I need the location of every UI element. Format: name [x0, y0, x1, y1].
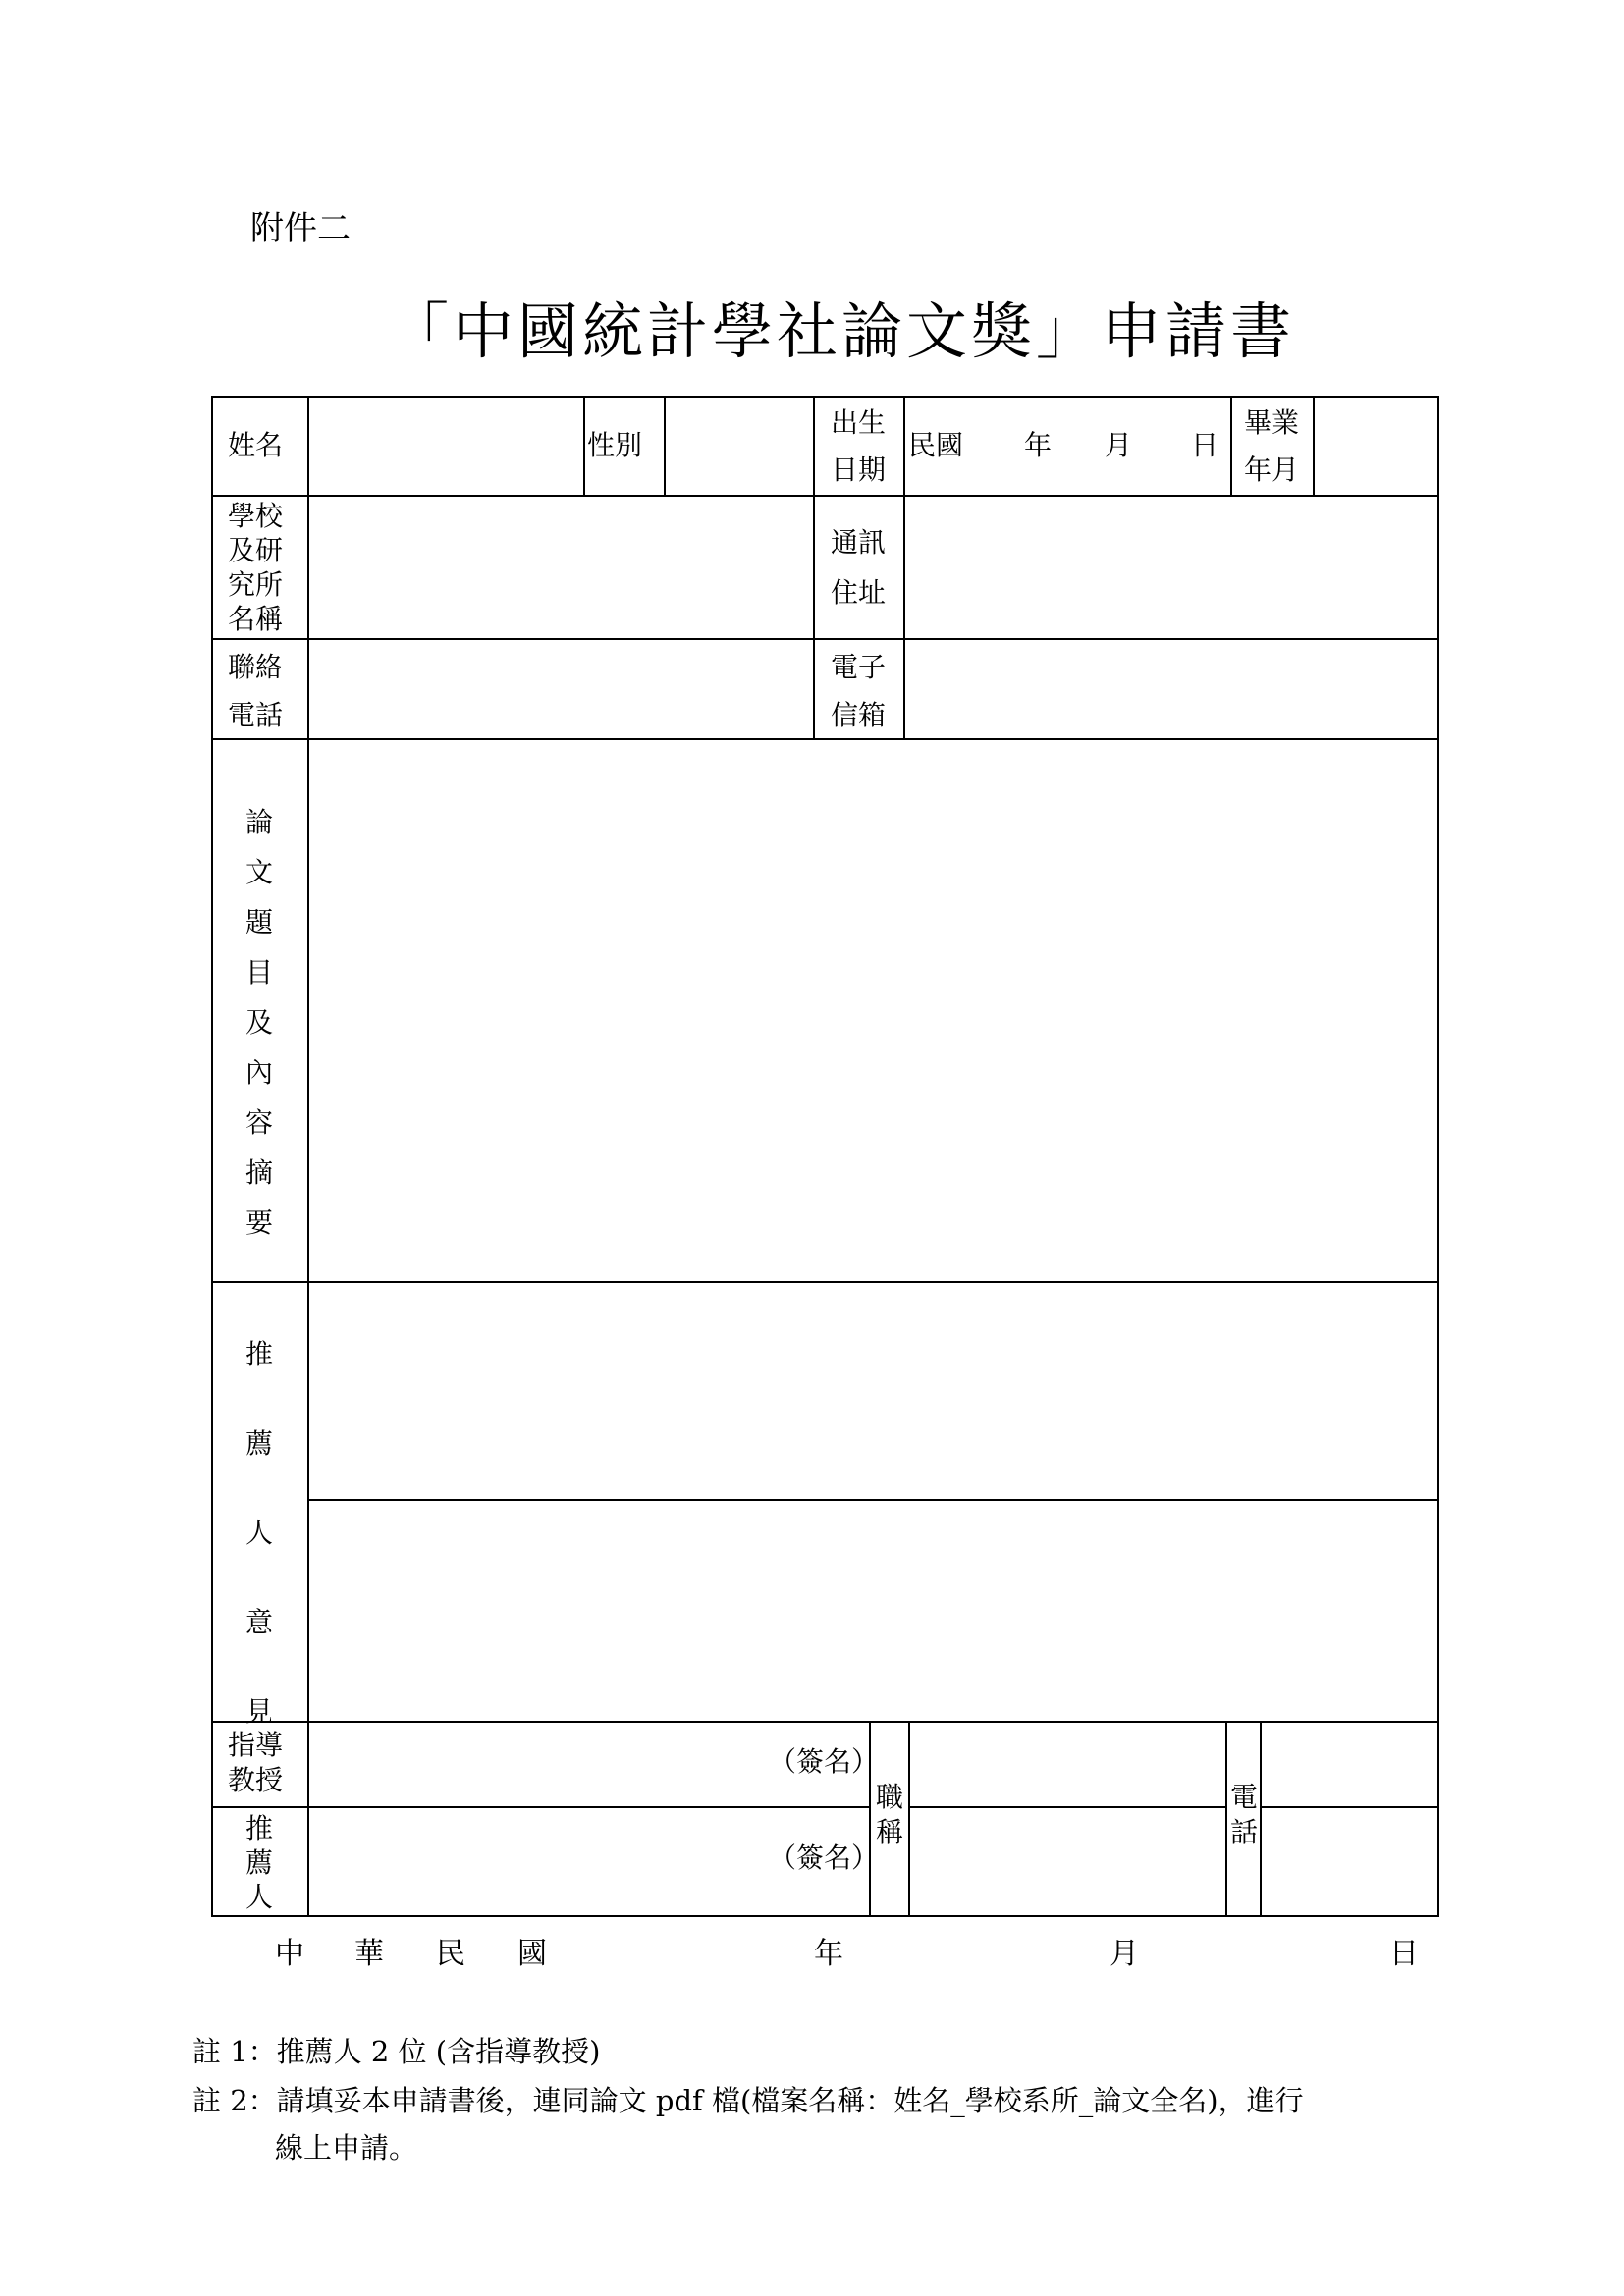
- note-2-continued: 線上申請。: [275, 2131, 418, 2164]
- opinion-field-2[interactable]: [310, 1502, 1435, 1719]
- opinion-label-1: 推: [244, 1338, 273, 1370]
- birth-date-field[interactable]: [906, 399, 1228, 493]
- advisor-title-field[interactable]: [911, 1724, 1223, 1804]
- birth-date-label-2: 日期: [831, 454, 887, 486]
- name-label: 姓名: [228, 429, 284, 461]
- advisor-label-2: 教授: [228, 1764, 284, 1796]
- phone-label-1: 聯絡: [228, 651, 284, 683]
- thesis-label-6: 內: [244, 1056, 273, 1089]
- opinion-label-3: 人: [244, 1517, 273, 1549]
- phone-field[interactable]: [310, 641, 811, 736]
- graduation-label-2: 年月: [1244, 454, 1300, 486]
- recommender-label-2: 薦: [244, 1846, 273, 1879]
- name-field[interactable]: [310, 399, 581, 493]
- date-year: 年: [814, 1937, 843, 1971]
- email-field[interactable]: [906, 641, 1435, 736]
- birth-era-label: 民國: [908, 429, 964, 461]
- birth-date-label-1: 出生: [831, 406, 887, 439]
- form-title: 「中國統計學社論文獎」申請書: [388, 295, 1296, 367]
- graduation-field[interactable]: [1316, 399, 1435, 493]
- email-label-2: 信箱: [831, 699, 887, 731]
- thesis-label-9: 要: [244, 1206, 273, 1239]
- address-field[interactable]: [906, 498, 1435, 636]
- date-day: 日: [1389, 1937, 1419, 1971]
- school-label-1: 學校: [228, 500, 284, 532]
- thesis-label-5: 及: [244, 1006, 273, 1039]
- signature-label-1: （簽名）: [769, 1745, 880, 1778]
- date-hua: 華: [354, 1937, 384, 1971]
- email-label-1: 電子: [831, 651, 887, 683]
- recommender-phone-field[interactable]: [1263, 1809, 1435, 1913]
- address-label-1: 通訊: [831, 526, 887, 559]
- date-zhong: 中: [275, 1937, 304, 1971]
- thesis-label-7: 容: [244, 1106, 273, 1139]
- thesis-label-4: 目: [244, 956, 273, 988]
- thesis-label-8: 摘: [244, 1156, 273, 1189]
- telephone-label-1: 電: [1229, 1781, 1258, 1813]
- school-field[interactable]: [310, 498, 811, 636]
- recommender-title-field[interactable]: [911, 1809, 1223, 1913]
- job-title-label-1: 職: [875, 1781, 903, 1813]
- school-label-4: 名稱: [228, 603, 284, 635]
- date-min: 民: [436, 1937, 465, 1971]
- date-guo: 國: [517, 1937, 547, 1971]
- thesis-label-1: 論: [244, 806, 273, 838]
- birth-day-label: 日: [1191, 429, 1219, 461]
- attachment-label: 附件二: [250, 209, 351, 248]
- thesis-label-3: 題: [244, 906, 273, 938]
- birth-month-label: 月: [1105, 429, 1133, 461]
- thesis-abstract-field[interactable]: [310, 741, 1435, 1279]
- telephone-label-2: 話: [1229, 1816, 1258, 1848]
- opinion-label-2: 薦: [244, 1427, 273, 1460]
- thesis-label-2: 文: [244, 856, 273, 888]
- phone-label-2: 電話: [228, 699, 284, 731]
- note-1: 註 1：推薦人 2 位 (含指導教授): [192, 2035, 601, 2068]
- gender-label: 性別: [587, 429, 643, 461]
- job-title-label-2: 稱: [875, 1816, 903, 1848]
- graduation-label-1: 畢業: [1244, 406, 1300, 439]
- birth-year-label: 年: [1024, 429, 1053, 461]
- signature-label-2: （簽名）: [769, 1842, 880, 1874]
- recommender-label-1: 推: [244, 1812, 273, 1844]
- date-month: 月: [1110, 1937, 1139, 1971]
- recommender-label-3: 人: [244, 1881, 273, 1913]
- advisor-phone-field[interactable]: [1263, 1724, 1435, 1804]
- address-label-2: 住址: [831, 576, 887, 609]
- advisor-label-1: 指導: [228, 1729, 284, 1761]
- opinion-label-4: 意: [244, 1606, 273, 1638]
- gender-field[interactable]: [667, 399, 811, 493]
- opinion-label-5: 見: [244, 1695, 273, 1728]
- note-2: 註 2：請填妥本申請書後，連同論文 pdf 檔(檔案名稱：姓名_學校系所_論文全名)，進行: [192, 2084, 1304, 2117]
- opinion-field-1[interactable]: [310, 1284, 1435, 1497]
- school-label-2: 及研: [228, 534, 284, 566]
- school-label-3: 究所: [228, 568, 284, 601]
